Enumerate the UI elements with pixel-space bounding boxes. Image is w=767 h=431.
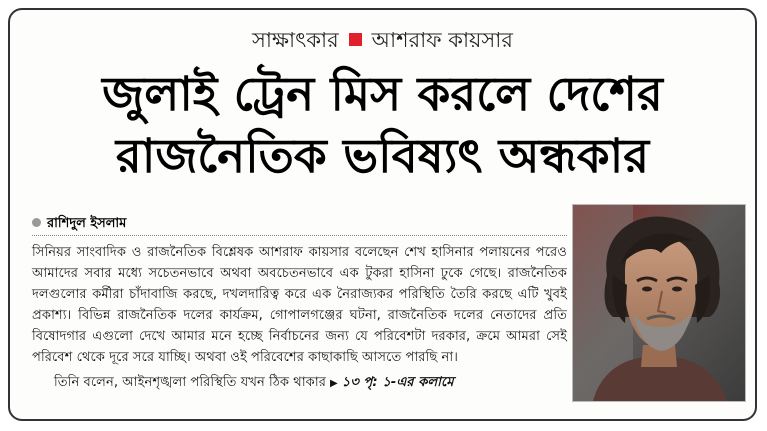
byline: [32, 214, 126, 235]
byline-author: রাশিদুল ইসলাম: [47, 216, 127, 231]
headline-line-2: রাজনৈতিক ভবিষ্যৎ অন্ধকার: [115, 129, 650, 184]
kicker: [10, 24, 755, 59]
portrait-photo: [572, 204, 746, 402]
bullet-dot-icon: [32, 218, 41, 227]
article-body: [32, 242, 567, 368]
kicker-section: সাক্ষাৎকার: [252, 28, 339, 52]
jump-reference: ১৩ পৃ: ১-এর কলামে: [341, 375, 454, 390]
headline-line-1: জুলাই ট্রেন মিস করলে দেশের: [102, 67, 663, 122]
article-paragraph: সিনিয়র সাংবাদিক ও রাজনৈতিক বিশ্লেষক আশরাফ কায়সার বলেছেন শেখ হাসিনার পলায়নের পরেও আমাদের সবার মধ্যে সচেতনভাবে অথবা অবচেতনভাবে এক টুকরা হাসিনা ঢুকে গেছে। রাজনৈতিক দলগুলোর কর্মীরা চাঁদাবাজি করছে, দখলদারিত্ব করে এক নৈরাজ্যকর পরিস্থিতি তৈরি করছে এটি খুবই প্রকাশ্য। বিভিন্ন রাজনৈতিক দলের কার্যক্রম, গোপালগঞ্জের ঘটনা, রাজনৈতিক দলের নেতাদের প্রতি বিষোদগার এগুলো দেখে আমার মনে হচ্ছে নির্বাচনের জন্য যে পরিবেশটা দরকার, ক্রমে আমরা সেই পরিবেশ থেকে দূরে সরে যাচ্ছি। অথবা ওই পরিবেশের কাছাকাছি আসতে পারছি না।: [32, 245, 567, 365]
headline: [20, 64, 745, 188]
red-square-icon: [349, 33, 362, 46]
news-clipping: [8, 8, 757, 421]
article-continuation: [32, 372, 567, 394]
byline-divider: [32, 235, 567, 236]
portrait-photo-icon: [573, 205, 745, 401]
jump-marker-icon: ▶: [329, 378, 338, 389]
continuation-text: তিনি বলেন, আইনশৃঙ্খলা পরিস্থিতি যখন ঠিক থাকার: [54, 375, 326, 390]
kicker-person: আশরাফ কায়সার: [371, 28, 513, 52]
